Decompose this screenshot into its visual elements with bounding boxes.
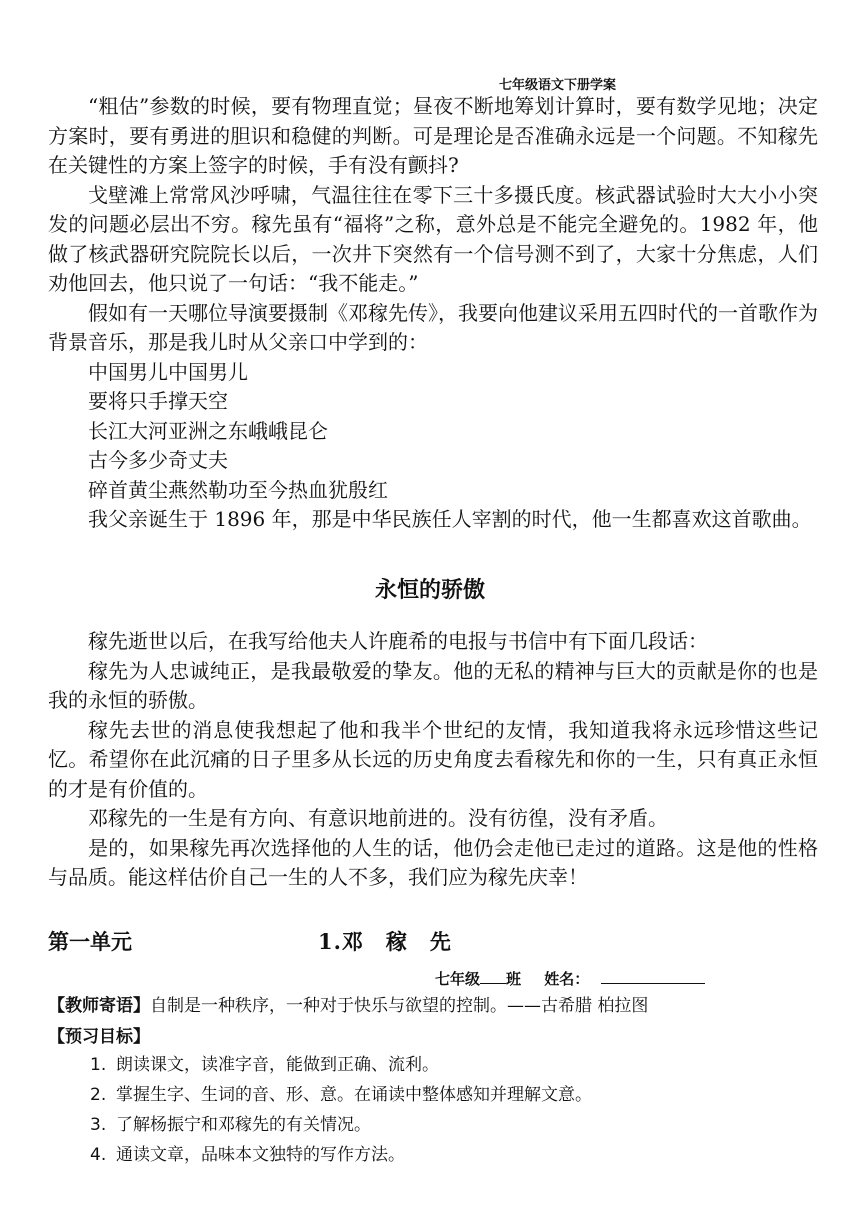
list-item [90, 1080, 592, 1110]
preview-goals-list [90, 1050, 592, 1170]
song-line: 要将只手撑天空 [88, 389, 228, 413]
second-section [48, 627, 818, 893]
top-section [48, 92, 818, 535]
teacher-motto [48, 992, 648, 1020]
section-heading: 永恒的骄傲 [374, 578, 485, 603]
song-line: 碎首黄尘燕然勒功至今热血犹殷红 [88, 477, 388, 502]
name-label: 姓名： [544, 970, 590, 988]
goal-number: 4. [90, 1145, 107, 1165]
name-blank[interactable] [601, 969, 705, 984]
song-line: 中国男儿中国男儿 [88, 359, 248, 384]
goal-text: 了解杨振宁和邓稼先的有关情况。 [116, 1115, 371, 1135]
goal-number: 3. [90, 1115, 107, 1135]
goal-text: 朗读课文，读准字音，能做到正确、流利。 [116, 1055, 439, 1075]
song-line: 长江大河亚洲之东峨峨昆仑 [88, 418, 328, 443]
paragraph: 戈壁滩上常常风沙呼啸，气温往往在零下三十多摄氏度。核武器试验时大大小小突发的问题必层出不穷。稼先虽有“福将”之称，意外总是不能完全避免的。1982 年，他做了核武器研究院院长以后，一次井下突然有一个信号测不到了，大家十分焦虑，人们劝他回去，他只说了一句话：“我不能走。” [48, 182, 818, 295]
paragraph: 我父亲诞生于 1896 年，那是中华民族任人宰割的时代，他一生都喜欢这首歌曲。 [88, 507, 812, 531]
list-item [90, 1110, 592, 1140]
goal-number: 1. [90, 1055, 107, 1075]
paragraph: “粗估”参数的时候，要有物理直觉；昼夜不断地筹划计算时，要有数学见地；决定方案时，要有勇进的胆识和稳健的判断。可是理论是否准确永远是一个问题。不知稼先在关键性的方案上签字的时候，手有没有颤抖? [48, 94, 818, 177]
song-lyrics [48, 358, 818, 506]
song-line: 古今多少奇丈夫 [88, 448, 228, 472]
lesson-title: 1.邓 稼 先 [318, 929, 452, 954]
list-item [90, 1050, 592, 1080]
paragraph: 稼先去世的消息使我想起了他和我半个世纪的友情，我知道我将永远珍惜这些记忆。希望你在此沉痛的日子里多从长远的历史角度去看稼先和你的一生，只有真正永恒的才是有价值的。 [48, 717, 818, 801]
goal-number: 2. [90, 1085, 107, 1105]
student-info-line [435, 968, 705, 989]
unit-label: 第一单元 [48, 929, 132, 954]
paragraph: 稼先逝世以后，在我写给他夫人许鹿希的电报与书信中有下面几段话： [88, 629, 708, 653]
list-item [90, 1140, 592, 1170]
running-header: 七年级语文下册学案 [499, 78, 617, 93]
goal-text: 掌握生字、生词的音、形、意。在诵读中整体感知并理解文意。 [116, 1085, 592, 1105]
paragraph: 邓稼先的一生是有方向、有意识地前进的。没有彷徨，没有矛盾。 [88, 806, 668, 830]
class-label: 班 [506, 970, 522, 988]
motto-label: 【教师寄语】 [48, 996, 150, 1016]
goal-text: 通读文章，品味本文独特的写作方法。 [116, 1145, 405, 1165]
preview-goals-label: 【预习目标】 [48, 1027, 150, 1047]
class-blank[interactable] [480, 969, 506, 984]
paragraph: 稼先为人忠诚纯正，是我最敬爱的挚友。他的无私的精神与巨大的贡献是你的也是我的永恒的骄傲。 [48, 658, 818, 712]
paragraph: 是的，如果稼先再次选择他的人生的话，他仍会走他已走过的道路。这是他的性格与品质。能这样估价自己一生的人不多，我们应为稼先庆幸！ [48, 835, 818, 889]
motto-text: 自制是一种秩序，一种对于快乐与欲望的控制。——古希腊 柏拉图 [150, 996, 649, 1016]
grade-label: 七年级 [435, 970, 481, 988]
paragraph: 假如有一天哪位导演要摄制《邓稼先传》，我要向他建议采用五四时代的一首歌作为背景音乐，那是我儿时从父亲口中学到的： [48, 300, 818, 354]
